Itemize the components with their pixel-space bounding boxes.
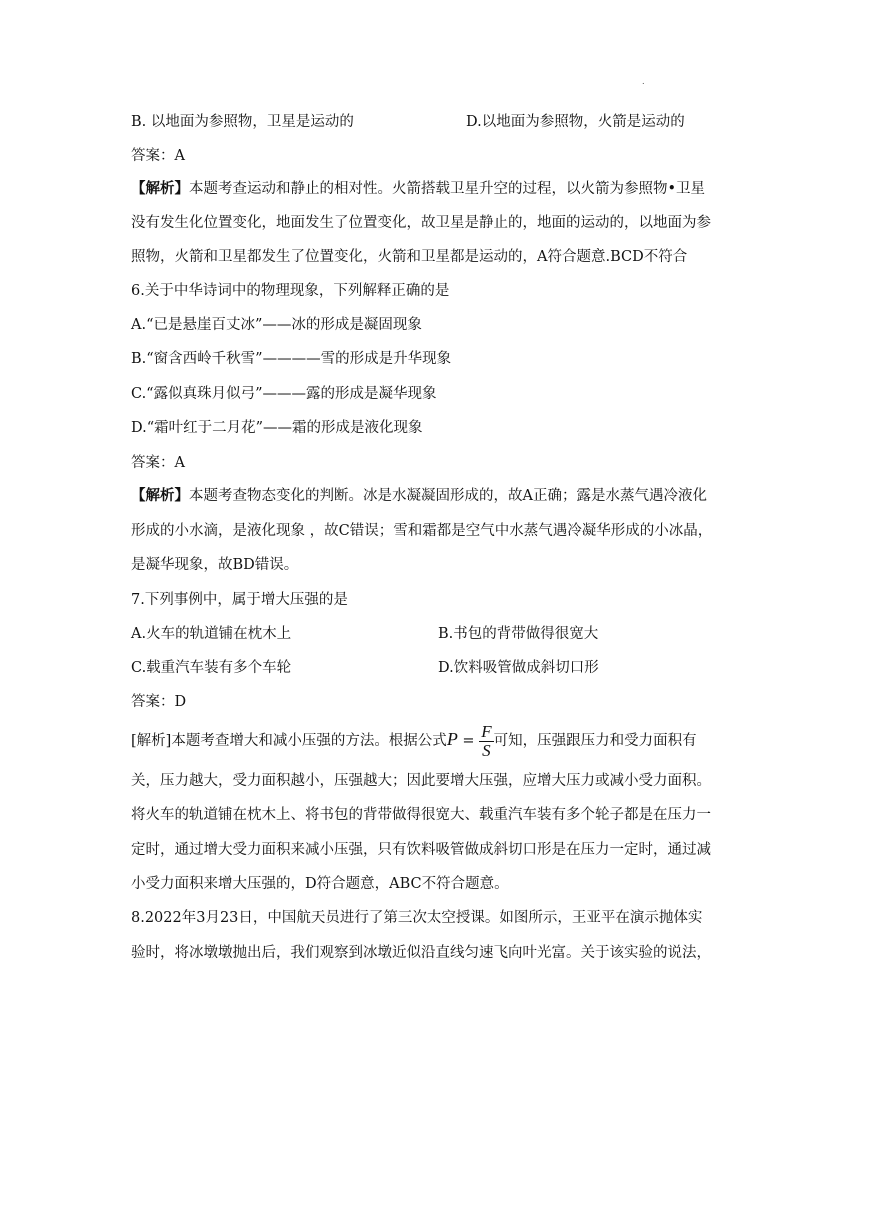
q6-option-d: D.“霜叶红于二月花”——霜的形成是液化现象 [131, 420, 423, 436]
q6-analysis-tag: 【解析】 [131, 487, 189, 504]
header-mark: . [642, 77, 645, 86]
q7-option-d: D.饮料吸管做成斜切口形 [438, 660, 599, 676]
formula-equals: = [457, 733, 480, 749]
formula-lhs: P [446, 729, 458, 749]
formula-denominator: S [482, 740, 491, 760]
q7-option-a: A.火车的轨道铺在枕木上 [131, 626, 292, 642]
q5-answer: 答案：A [131, 148, 185, 164]
q7-analysis-line-5: 小受力面积来增大压强的，D符合题意，ABC不符合题意。 [131, 876, 509, 892]
q5-option-b: B. 以地面为参照物，卫星是运动的 [131, 114, 354, 130]
q6-analysis-text-1: 本题考查物态变化的判断。冰是水凝凝固形成的，故A正确；露是水蒸气遇冷液化 [189, 488, 707, 504]
q8-stem-line-2: 验时，将冰墩墩抛出后，我们观察到冰墩近似沿直线匀速飞向叶光富。关于该实验的说法， [131, 945, 711, 961]
q7-analysis-line-4: 定时，通过增大受力面积来减小压强，只有饮料吸管做成斜切口形是在压力一定时，通过减 [131, 842, 711, 858]
q5-analysis-line-1 [131, 179, 705, 199]
q7-analysis-line-2: 关，压力越大，受力面积越小，压强越大；因此要增大压强，应增大压力或减小受力面积。 [131, 773, 711, 789]
q5-analysis-text-1: 本题考查运动和静止的相对性。火箭搭载卫星升空的过程，以火箭为参照物•卫星 [189, 181, 706, 197]
q5-option-d: D.以地面为参照物，火箭是运动的 [466, 114, 685, 130]
q7-analysis-line-1 [131, 720, 697, 760]
q5-analysis-line-2: 没有发生化位置变化，地面发生了位置变化，故卫星是静止的，地面的运动的，以地面为参 [131, 215, 711, 231]
q6-analysis-line-1 [131, 486, 707, 506]
q7-analysis-line-3: 将火车的轨道铺在枕木上、将书包的背带做得很宽大、载重汽车装有多个轮子都是在压力一 [131, 807, 711, 823]
q7-option-b: B.书包的背带做得很宽大 [438, 626, 599, 642]
q6-option-b: B.“窗含西岭千秋雪”————雪的形成是升华现象 [131, 351, 452, 367]
formula-numerator: F [481, 721, 492, 741]
q8-stem-line-1: 8.2022年3月23日，中国航天员进行了第三次太空授课。如图所示，王亚平在演示抛体实 [131, 910, 703, 926]
q5-analysis-line-3: 照物，火箭和卫星都发生了位置变化，火箭和卫星都是运动的，A符合题意.BCD不符合 [131, 249, 688, 265]
q6-analysis-line-3: 是凝华现象，故BD错误。 [131, 557, 299, 573]
q6-option-a: A.“已是悬崖百丈冰”——冰的形成是凝固现象 [131, 317, 422, 333]
q7-answer: 答案：D [131, 694, 187, 710]
q6-stem: 6.关于中华诗词中的物理现象，下列解释正确的是 [131, 283, 450, 299]
q6-option-c: C.“露似真珠月似弓”———露的形成是凝华现象 [131, 386, 437, 402]
pressure-formula-fraction [479, 723, 493, 760]
q7-analysis-text-1b: 可知，压强跟压力和受力面积有 [493, 733, 697, 749]
q7-stem: 7.下列事例中，属于增大压强的是 [131, 592, 348, 608]
q5-analysis-tag: 【解析】 [131, 180, 189, 197]
q7-option-c: C.载重汽车装有多个车轮 [131, 660, 292, 676]
q6-analysis-line-2: 形成的小水滴，是液化现象 ，故C错误；雪和霜都是空气中水蒸气遇冷凝华形成的小冰晶， [131, 523, 713, 539]
q6-answer: 答案：A [131, 455, 185, 471]
q7-analysis-text-1a: [解析]本题考查增大和减小压强的方法。根据公式 [131, 733, 447, 749]
